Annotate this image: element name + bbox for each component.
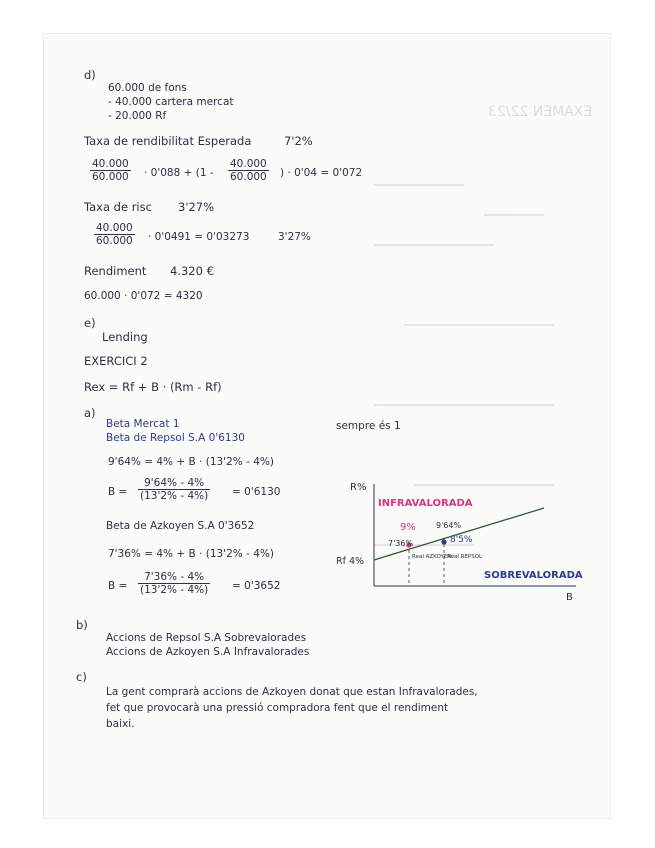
b-equals-label-repsol: B =: [108, 486, 128, 498]
sml-sketch: [314, 470, 584, 600]
azkoyen-expected-label: 7'36%: [388, 539, 414, 548]
part-d-label: d): [84, 68, 96, 82]
part-e-label: e): [84, 316, 96, 330]
azkoyen-beta-result: = 0'3652: [232, 580, 281, 592]
repsol-expected-label: 9'64%: [436, 521, 462, 530]
market-portfolio-line: - 40.000 cartera mercat: [108, 96, 234, 108]
fraction-denominator: 60.000: [92, 171, 129, 183]
part-c-label: c): [76, 670, 87, 684]
risk-rate-value: 3'27%: [178, 200, 215, 214]
beta-azkoyen: Beta de Azkoyen S.A 0'3652: [106, 520, 255, 532]
azkoyen-beta-fraction: [138, 571, 210, 596]
fraction-denominator: (13'2% - 4%): [140, 490, 209, 502]
part-c-line1: La gent comprarà accions de Azkoyen donat que estan Infravalorades,: [106, 686, 478, 698]
bleed-through-text: EXAMEN 22/23: [374, 74, 610, 594]
risk-rate-label: Taxa de risc: [84, 200, 152, 214]
repsol-beta-fraction: [138, 477, 210, 502]
always-one-note: sempre és 1: [336, 420, 401, 432]
rf-label: Rf 4%: [336, 556, 365, 567]
part-c-line3: baixi.: [106, 718, 135, 730]
capm-formula: Rex = Rf + B · (Rm - Rf): [84, 380, 222, 394]
fraction-numerator: 7'36% - 4%: [138, 571, 210, 584]
repsol-conclusion: Accions de Repsol S.A Sobrevalorades: [106, 632, 307, 644]
fraction-numerator: 40.000: [230, 158, 267, 170]
fraction-numerator: 40.000: [92, 158, 129, 170]
real-repsol-label: Real REPSOL: [447, 554, 483, 560]
beta-market: Beta Mercat 1: [106, 418, 180, 430]
equation2-rest: · 0'0491 = 0'03273: [148, 231, 250, 243]
azkoyen-equation: 7'36% = 4% + B · (13'2% - 4%): [108, 548, 274, 560]
b-equals-label-azkoyen: B =: [108, 580, 128, 592]
azkoyen-conclusion: Accions de Azkoyen S.A Infravalorades: [106, 646, 310, 658]
yield-equation: 60.000 · 0'072 = 4320: [84, 290, 203, 302]
y-axis-label: R%: [350, 482, 367, 493]
sobrevalorada-label: SOBREVALORADA: [484, 570, 583, 581]
repsol-beta-result: = 0'6130: [232, 486, 281, 498]
eight-five-percent-label: 8'5%: [450, 535, 473, 545]
fraction-numerator: 9'64% - 4%: [138, 477, 210, 490]
real-azkoyen-label: Real AZKOYEN: [412, 554, 452, 560]
notebook-page: [44, 34, 610, 818]
repsol-point: [441, 539, 446, 544]
equation1-middle: · 0'088 + (1 -: [144, 167, 214, 179]
part-c-line2: fet que provocarà una pressió compradora fent que el rendiment: [106, 702, 449, 714]
part-a-label: a): [84, 406, 96, 420]
fraction-40-60-b: [228, 158, 269, 183]
repsol-equation: 9'64% = 4% + B · (13'2% - 4%): [108, 456, 274, 468]
beta-repsol: Beta de Repsol S.A 0'6130: [106, 432, 245, 444]
fraction-40-60-a: [90, 158, 131, 183]
fraction-numerator: 40.000: [96, 222, 133, 234]
security-market-line: [374, 508, 544, 560]
expected-return-value: 7'2%: [284, 134, 313, 148]
equation2-percent: 3'27%: [278, 231, 311, 243]
exercise2-title: EXERCICI 2: [84, 354, 148, 368]
part-b-label: b): [76, 618, 88, 632]
lending-text: Lending: [102, 330, 148, 344]
nine-percent-label: 9%: [400, 522, 416, 533]
yield-value: 4.320 €: [170, 264, 214, 278]
risk-free-line: - 20.000 Rf: [108, 110, 167, 122]
fraction-denominator: 60.000: [230, 171, 267, 183]
funds-line: 60.000 de fons: [108, 82, 187, 94]
x-axis-label: B: [566, 592, 573, 600]
equation1-end: ) · 0'04 = 0'072: [280, 167, 363, 179]
fraction-denominator: 60.000: [96, 235, 133, 247]
yield-label: Rendiment: [84, 264, 147, 278]
fraction-40-60-c: [94, 222, 135, 247]
infravalorada-label: INFRAVALORADA: [378, 498, 473, 509]
fraction-denominator: (13'2% - 4%): [140, 584, 209, 596]
expected-return-label: Taxa de rendibilitat Esperada: [84, 134, 252, 148]
